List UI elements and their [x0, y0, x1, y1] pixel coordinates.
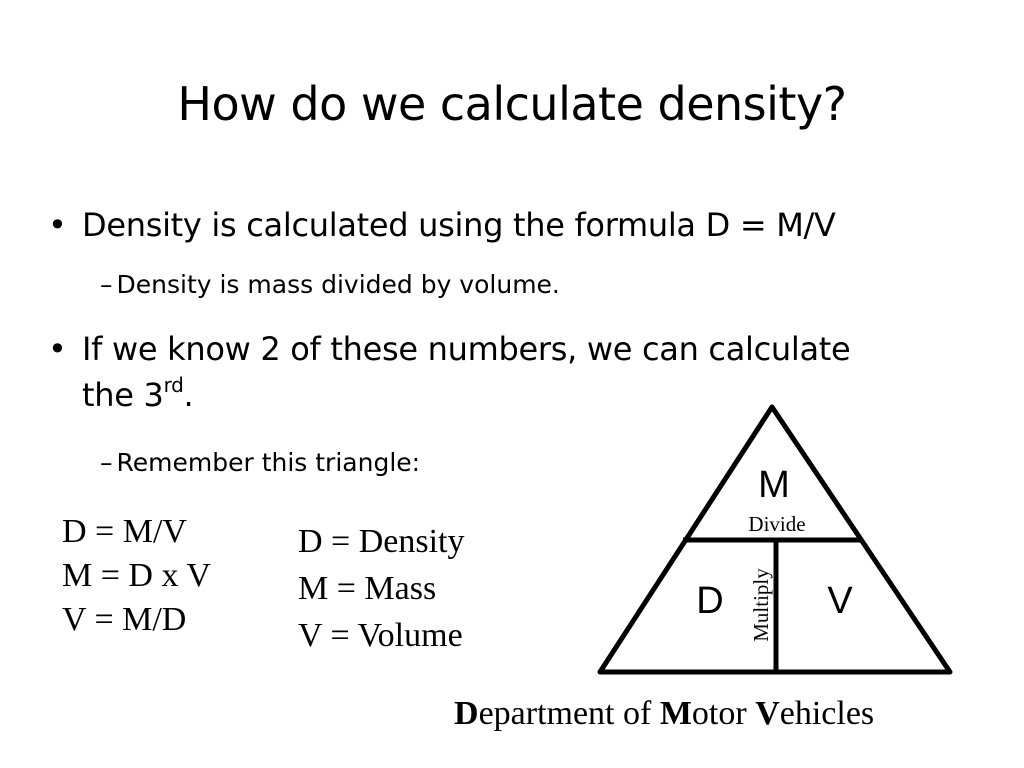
- mnemonic-d: D: [454, 695, 479, 732]
- slide-title: How do we calculate density?: [177, 77, 847, 131]
- bullet-2-suffix: .: [183, 376, 194, 414]
- bullet-2-line1: If we know 2 of these numbers, we can calculate: [82, 330, 851, 368]
- formula-volume: V = M/D: [62, 601, 187, 638]
- bullet-icon: •: [48, 206, 67, 244]
- triangle-label-multiply: Multiply: [749, 568, 773, 642]
- triangle-label-divide: Divide: [748, 512, 806, 536]
- superscript: rd: [163, 373, 184, 397]
- definition-list: [298, 518, 465, 659]
- definition-density: D = Density: [298, 523, 465, 560]
- triangle-letter-v: V: [827, 580, 853, 622]
- dash-icon: –: [100, 448, 113, 477]
- sub-bullet-1: [100, 268, 560, 302]
- formula-list: [62, 510, 211, 642]
- formula-density: D = M/V: [62, 513, 187, 550]
- bullet-1: [48, 202, 836, 248]
- triangle-letter-m: M: [758, 464, 790, 506]
- definition-mass: M = Mass: [298, 570, 437, 607]
- definition-volume: V = Volume: [298, 617, 463, 654]
- formula-mass: M = D x V: [62, 557, 211, 594]
- bullet-2-text: the 3: [82, 376, 164, 414]
- sub-bullet-2-text: Remember this triangle:: [116, 448, 421, 477]
- mnemonic-m-rest: otor: [691, 695, 756, 732]
- sub-bullet-1-text: Density is mass divided by volume.: [116, 270, 560, 299]
- mnemonic-v-rest: ehicles: [779, 695, 875, 732]
- triangle-letter-d: D: [696, 580, 724, 622]
- bullet-icon: •: [48, 330, 67, 368]
- bullet-1-text: Density is calculated using the formula D = M/V: [82, 206, 836, 244]
- mnemonic-caption: [454, 692, 874, 736]
- mnemonic-v: V: [755, 695, 780, 732]
- mnemonic-m: M: [659, 695, 692, 732]
- sub-bullet-2: [100, 446, 420, 480]
- dmv-triangle-diagram: [580, 385, 970, 685]
- mnemonic-d-rest: epartment of: [478, 695, 660, 732]
- dash-icon: –: [100, 270, 113, 299]
